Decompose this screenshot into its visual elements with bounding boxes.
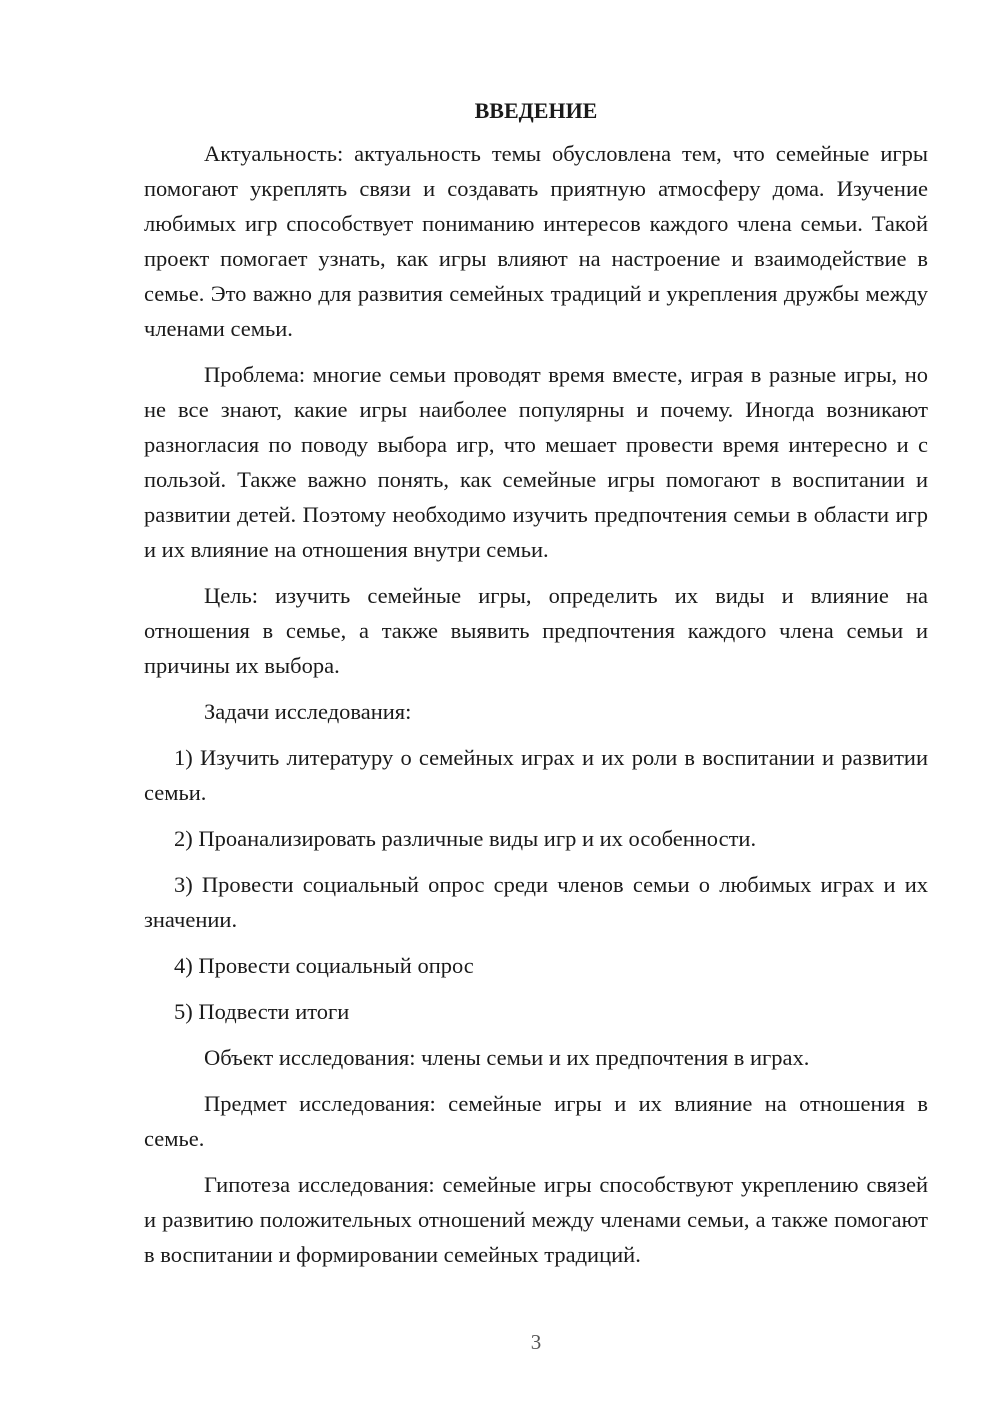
task-item-3: 3) Провести социальный опрос среди членов семьи о любимых играх и их значении. [144, 872, 928, 932]
hypothesis-paragraph: Гипотеза исследования: семейные игры способствуют укреплению связей и развитию положительных отношений между членами семьи, а также помогают в воспитании и формировании семейных традиций. [144, 1172, 928, 1267]
task-item-4: 4) Провести социальный опрос [174, 953, 474, 978]
task-item-5: 5) Подвести итоги [174, 999, 350, 1024]
subject-paragraph: Предмет исследования: семейные игры и их влияние на отношения в семье. [144, 1091, 928, 1151]
page-number: 3 [530, 1330, 542, 1354]
section-title: ВВЕДЕНИЕ [474, 98, 598, 123]
document-page [144, 92, 928, 1283]
goal-paragraph: Цель: изучить семейные игры, определить их виды и влияние на отношения в семье, а также выявить предпочтения каждого члена семьи и причины их выбора. [144, 583, 928, 678]
tasks-heading: Задачи исследования: [204, 699, 412, 724]
task-item-1: 1) Изучить литературу о семейных играх и их роли в воспитании и развитии семьи. [144, 745, 928, 805]
task-item-2: 2) Проанализировать различные виды игр и их особенности. [174, 826, 757, 851]
relevance-paragraph: Актуальность: актуальность темы обусловлена тем, что семейные игры помогают укреплять связи и создавать приятную атмосферу дома. Изучение любимых игр способствует пониманию интересов каждого члена семьи. Такой проект помогает узнать, как игры влияют на настроение и взаимодействие в семье. Это важно для развития семейных традиций и укрепления дружбы между членами семьи. [144, 141, 928, 341]
object-paragraph: Объект исследования: члены семьи и их предпочтения в играх. [204, 1045, 810, 1070]
problem-paragraph: Проблема: многие семьи проводят время вместе, играя в разные игры, но не все знают, какие игры наиболее популярны и почему. Иногда возникают разногласия по поводу выбора игр, что мешает провести время интересно и с пользой. Также важно понять, как семейные игры помогают в воспитании и развитии детей. Поэтому необходимо изучить предпочтения семьи в области игр и их влияние на отношения внутри семьи. [144, 362, 928, 562]
